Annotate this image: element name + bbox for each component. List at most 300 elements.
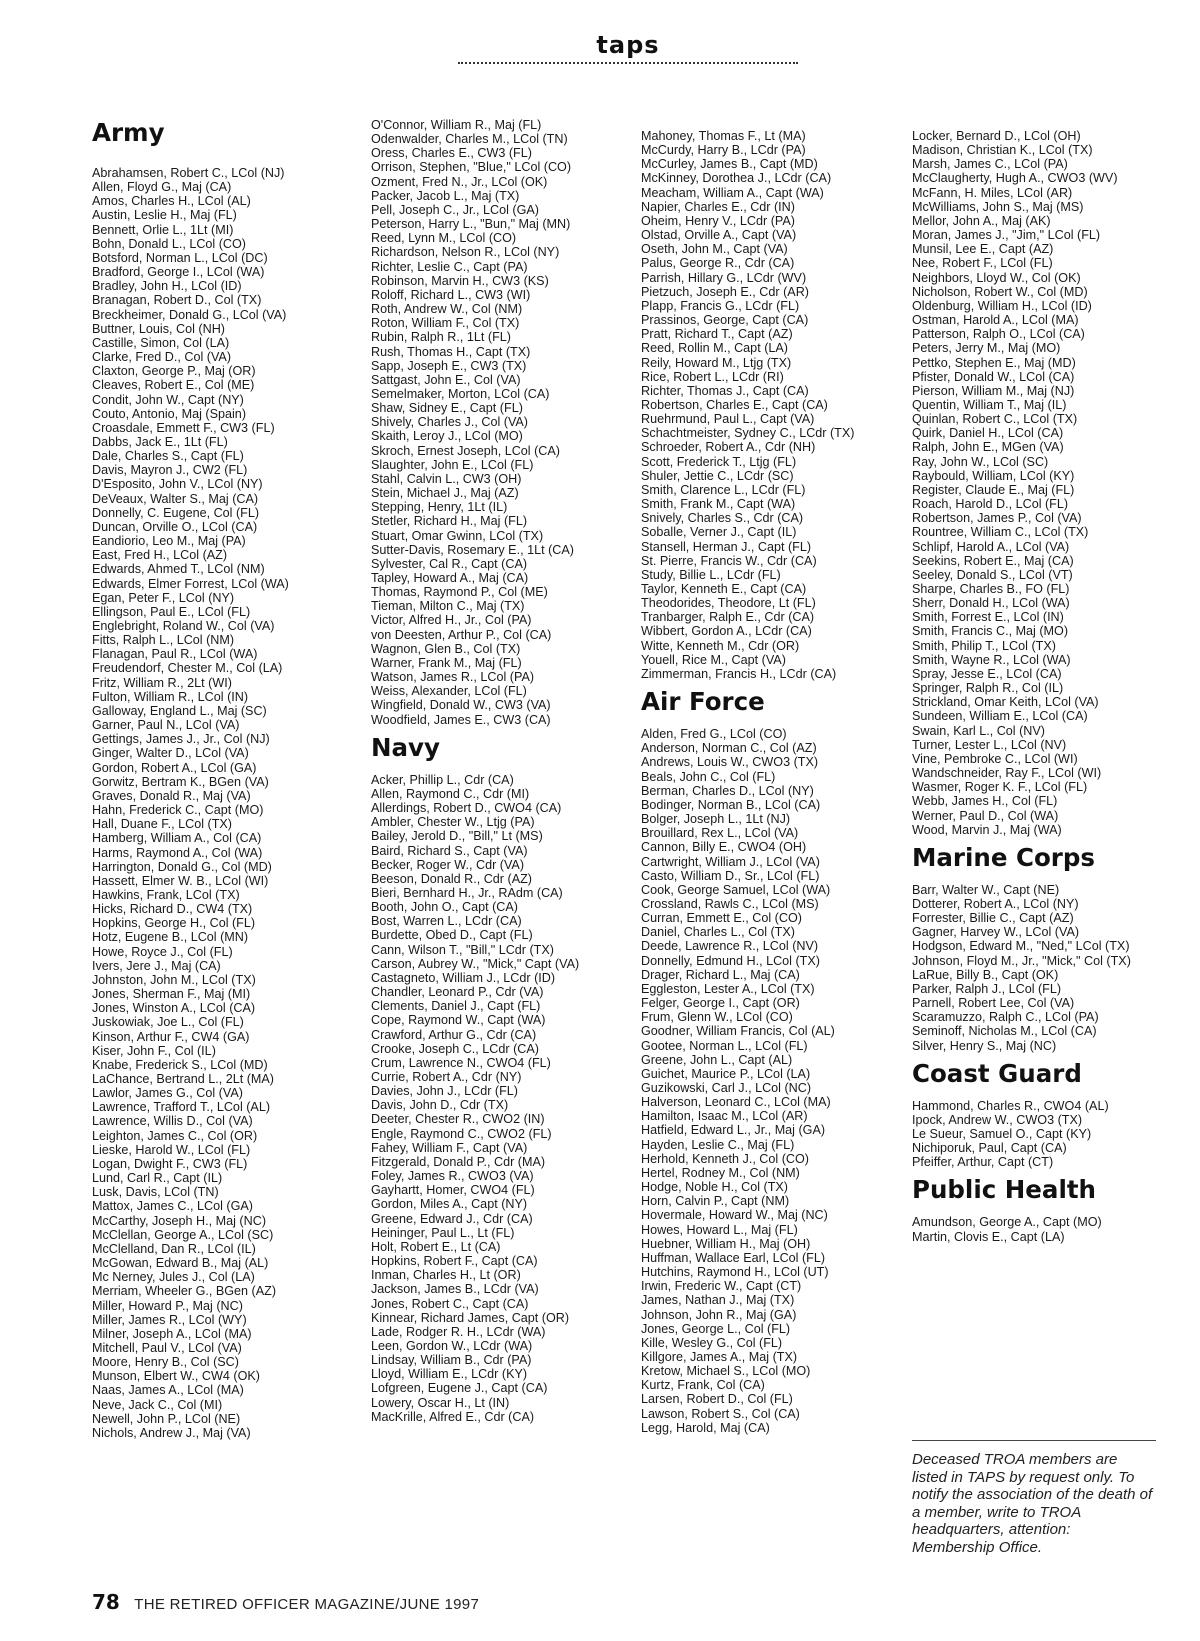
- list-item: Schroeder, Robert A., Cdr (NH): [641, 440, 816, 455]
- list-item: Werner, Paul D., Col (WA): [912, 808, 1059, 823]
- list-item: Kurtz, Frank, Col (CA): [641, 1378, 765, 1393]
- list-item: Napier, Charles E., Cdr (IN): [641, 199, 795, 214]
- list-item: Raybould, William, LCol (KY): [912, 468, 1075, 483]
- list-item: Strickland, Omar Keith, LCol (VA): [912, 695, 1099, 710]
- list-item: Mitchell, Paul V., LCol (VA): [92, 1340, 242, 1355]
- list-item: Dotterer, Robert A., LCol (NY): [912, 896, 1079, 911]
- list-item: Mc Nerney, Jules J., Col (LA): [92, 1270, 255, 1285]
- list-item: Allerdings, Robert D., CWO4 (CA): [371, 801, 562, 816]
- list-item: Crum, Lawrence N., CWO4 (FL): [371, 1055, 551, 1070]
- list-item: Roth, Andrew W., Col (NM): [371, 302, 523, 317]
- list-item: Ivers, Jere J., Maj (CA): [92, 958, 221, 973]
- list-item: Meacham, William A., Capt (WA): [641, 185, 824, 200]
- list-item: LaChance, Bertrand L., 2Lt (MA): [92, 1072, 275, 1086]
- section-title-navy: Navy: [371, 732, 440, 762]
- list-item: Sapp, Joseph E., CW3 (TX): [371, 358, 527, 373]
- list-item: Theodorides, Theodore, Lt (FL): [641, 596, 816, 611]
- list-item: Heininger, Paul L., Lt (FL): [371, 1225, 515, 1240]
- list-item: Study, Billie L., LCdr (FL): [641, 567, 781, 582]
- list-item: Dale, Charles S., Capt (FL): [92, 449, 244, 464]
- page-title: taps: [596, 31, 660, 59]
- name-list-army-continued: [371, 118, 629, 727]
- list-item: Hayden, Leslie C., Maj (FL): [641, 1137, 795, 1152]
- list-item: Reed, Lynn M., LCol (CO): [371, 231, 517, 246]
- list-item: Kretow, Michael S., LCol (MO): [641, 1364, 811, 1379]
- list-item: Rubin, Ralph R., 1Lt (FL): [371, 330, 511, 345]
- list-item: Martin, Clovis E., Capt (LA): [912, 1229, 1065, 1244]
- list-item: McCarthy, Joseph H., Maj (NC): [92, 1213, 267, 1228]
- list-item: Forrester, Billie C., Capt (AZ): [912, 911, 1074, 926]
- list-item: Eandiorio, Leo M., Maj (PA): [92, 534, 246, 549]
- list-item: Watson, James R., LCol (PA): [371, 670, 535, 685]
- list-item: Hutchins, Raymond H., LCol (UT): [641, 1265, 829, 1280]
- list-item: Wingfield, Donald W., CW3 (VA): [371, 698, 551, 713]
- list-item: Richter, Thomas J., Capt (CA): [641, 383, 809, 398]
- list-item: Stepping, Henry, 1Lt (IL): [371, 500, 508, 515]
- list-item: Johnson, John R., Maj (GA): [641, 1307, 797, 1322]
- list-item: Schachtmeister, Sydney C., LCdr (TX): [641, 426, 855, 441]
- list-item: Parker, Ralph J., LCol (FL): [912, 981, 1062, 996]
- list-item: Howe, Royce J., Col (FL): [92, 944, 233, 959]
- list-item: Bolger, Joseph L., 1Lt (NJ): [641, 812, 791, 827]
- list-item: Tranbarger, Ralph E., Cdr (CA): [641, 610, 815, 625]
- list-item: Robertson, James P., Col (VA): [912, 511, 1082, 526]
- list-item: Kinson, Arthur F., CW4 (GA): [92, 1029, 250, 1044]
- list-item: Rice, Robert L., LCdr (RI): [641, 369, 784, 384]
- list-item: Sherr, Donald H., LCol (WA): [912, 596, 1070, 611]
- section-navy: [371, 733, 629, 1424]
- list-item: Olstad, Orville A., Capt (VA): [641, 228, 797, 243]
- list-item: Beeson, Donald R., Cdr (AZ): [371, 871, 532, 886]
- list-item: Hopkins, George H., Col (FL): [92, 916, 256, 931]
- name-list-air-force-continued: [912, 129, 1174, 837]
- list-item: Gagner, Harvey W., LCol (VA): [912, 925, 1080, 940]
- list-item: Roloff, Richard L., CW3 (WI): [371, 287, 531, 302]
- list-item: Robinson, Marvin H., CW3 (KS): [371, 273, 549, 288]
- list-item: Croasdale, Emmett F., CW3 (FL): [92, 420, 275, 435]
- list-item: Peterson, Harry L., "Bun," Maj (MN): [371, 217, 571, 232]
- list-item: Tieman, Milton C., Maj (TX): [371, 599, 525, 614]
- list-item: Fritz, William R., 2Lt (WI): [92, 675, 232, 690]
- list-item: Miller, Howard P., Maj (NC): [92, 1298, 243, 1313]
- list-item: Prassinos, George, Capt (CA): [641, 313, 809, 328]
- list-item: Egan, Peter F., LCol (NY): [92, 590, 235, 605]
- name-list-air-force: [641, 727, 901, 1435]
- list-item: D'Esposito, John V., LCol (NY): [92, 477, 263, 492]
- list-item: Schlipf, Harold A., LCol (VA): [912, 539, 1070, 554]
- list-item: Burdette, Obed D., Capt (FL): [371, 928, 533, 943]
- list-item: Jones, Winston A., LCol (CA): [92, 1001, 256, 1016]
- list-item: Neve, Jack C., Col (MI): [92, 1397, 223, 1412]
- list-item: Goodner, William Francis, Col (AL): [641, 1024, 835, 1039]
- list-item: O'Connor, William R., Maj (FL): [371, 118, 542, 132]
- list-item: Breckheimer, Donald G., LCol (VA): [92, 307, 287, 322]
- list-item: Bohn, Donald L., LCol (CO): [92, 236, 246, 251]
- membership-note: Deceased TROA members are listed in TAPS by request only. To notify the association of the death of a member, write to TROA headquarters, attention: Membership Office.: [912, 1440, 1156, 1556]
- list-item: Plapp, Francis G., LCdr (FL): [641, 298, 800, 313]
- list-item: Bieri, Bernhard H., Jr., RAdm (CA): [371, 885, 563, 900]
- list-item: Locker, Bernard D., LCol (OH): [912, 129, 1081, 143]
- list-item: Barr, Walter W., Capt (NE): [912, 882, 1060, 897]
- list-item: Pfeiffer, Arthur, Capt (CT): [912, 1155, 1054, 1170]
- list-item: Lofgreen, Eugene J., Capt (CA): [371, 1381, 548, 1396]
- list-item: Thomas, Raymond P., Col (ME): [371, 585, 548, 600]
- list-item: Silver, Henry S., Maj (NC): [912, 1038, 1057, 1053]
- list-item: Victor, Alfred H., Jr., Col (PA): [371, 613, 532, 628]
- list-item: Jackson, James B., LCdr (VA): [371, 1282, 539, 1297]
- list-item: Lawson, Robert S., Col (CA): [641, 1406, 800, 1421]
- list-item: Parnell, Robert Lee, Col (VA): [912, 996, 1075, 1011]
- list-item: von Deesten, Arthur P., Col (CA): [371, 627, 552, 642]
- list-item: Austin, Leslie H., Maj (FL): [92, 208, 237, 223]
- list-item: Mahoney, Thomas F., Lt (MA): [641, 129, 806, 143]
- list-item: Nichols, Andrew J., Maj (VA): [92, 1425, 251, 1440]
- list-item: Lowery, Oscar H., Lt (IN): [371, 1395, 510, 1410]
- list-item: Couto, Antonio, Maj (Spain): [92, 406, 247, 421]
- list-item: Kinnear, Richard James, Capt (OR): [371, 1310, 570, 1325]
- list-item: Davis, John D., Cdr (TX): [371, 1098, 509, 1113]
- list-item: Shuler, Jettie C., LCdr (SC): [641, 468, 794, 483]
- list-item: Casto, William D., Sr., LCol (FL): [641, 868, 820, 883]
- list-item: Baird, Richard S., Capt (VA): [371, 843, 528, 858]
- list-item: Botsford, Norman L., LCol (DC): [92, 250, 268, 265]
- list-item: Greene, John L., Capt (AL): [641, 1052, 793, 1067]
- list-item: Hicks, Richard D., CW4 (TX): [92, 902, 253, 917]
- list-item: Jones, Sherman F., Maj (MI): [92, 987, 251, 1002]
- list-item: McClellan, George A., LCol (SC): [92, 1227, 274, 1242]
- column-1: [92, 118, 342, 1440]
- list-item: Edwards, Elmer Forrest, LCol (WA): [92, 576, 289, 591]
- list-item: Reed, Rollin M., Capt (LA): [641, 341, 788, 356]
- list-item: Clarke, Fred D., Col (VA): [92, 350, 232, 365]
- list-item: Huebner, William H., Maj (OH): [641, 1236, 811, 1251]
- list-item: Smith, Clarence L., LCdr (FL): [641, 482, 806, 497]
- list-item: Engle, Raymond C., CWO2 (FL): [371, 1126, 552, 1141]
- list-item: Reily, Howard M., Ltjg (TX): [641, 355, 792, 370]
- list-item: Claxton, George P., Maj (OR): [92, 364, 256, 379]
- list-item: Cannon, Billy E., CWO4 (OH): [641, 840, 807, 855]
- list-item: Guzikowski, Carl J., LCol (NC): [641, 1081, 812, 1095]
- list-item: Amundson, George A., Capt (MO): [912, 1215, 1102, 1230]
- list-item: Richter, Leslie C., Capt (PA): [371, 259, 528, 274]
- list-item: MacKrille, Alfred E., Cdr (CA): [371, 1409, 535, 1424]
- list-item: Le Sueur, Samuel O., Capt (KY): [912, 1127, 1092, 1141]
- list-item: Seminoff, Nicholas M., LCol (CA): [912, 1024, 1097, 1039]
- list-item: Lund, Carl R., Capt (IL): [92, 1171, 223, 1186]
- list-item: Booth, John O., Capt (CA): [371, 900, 518, 915]
- list-item: Stuart, Omar Gwinn, LCol (TX): [371, 528, 544, 543]
- list-item: Chandler, Leonard P., Cdr (VA): [371, 985, 544, 1000]
- list-item: Herhold, Kenneth J., Col (CO): [641, 1151, 809, 1166]
- list-item: Hatfield, Edward L., Jr., Maj (GA): [641, 1123, 826, 1138]
- list-item: Smith, Francis C., Maj (MO): [912, 624, 1069, 639]
- list-item: Amos, Charles H., LCol (AL): [92, 194, 251, 209]
- list-item: Ralph, John E., MGen (VA): [912, 440, 1064, 455]
- list-item: Fahey, William F., Capt (VA): [371, 1140, 528, 1155]
- list-item: Swain, Karl L., Col (NV): [912, 723, 1045, 738]
- list-item: Quirk, Daniel H., LCol (CA): [912, 426, 1064, 441]
- list-item: Crawford, Arthur G., Cdr (CA): [371, 1027, 537, 1042]
- list-item: Harms, Raymond A., Col (WA): [92, 845, 263, 860]
- list-item: Flanagan, Paul R., LCol (WA): [92, 647, 258, 662]
- list-item: Lawlor, James G., Col (VA): [92, 1086, 243, 1101]
- list-item: Madison, Christian K., LCol (TX): [912, 143, 1093, 158]
- list-item: Oress, Charles E., CW3 (FL): [371, 146, 532, 161]
- list-item: Stein, Michael J., Maj (AZ): [371, 486, 519, 501]
- list-item: Witte, Kenneth M., Cdr (OR): [641, 638, 800, 653]
- list-item: Greene, Edward J., Cdr (CA): [371, 1211, 533, 1226]
- list-item: Becker, Roger W., Cdr (VA): [371, 857, 525, 872]
- list-item: Berman, Charles D., LCol (NY): [641, 783, 814, 798]
- list-item: East, Fred H., LCol (AZ): [92, 548, 228, 563]
- header-rule: [458, 62, 798, 64]
- list-item: Donnelly, C. Eugene, Col (FL): [92, 505, 260, 520]
- list-item: Rush, Thomas H., Capt (TX): [371, 344, 531, 359]
- list-item: Lusk, Davis, LCol (TN): [92, 1185, 219, 1200]
- list-item: St. Pierre, Francis W., Cdr (CA): [641, 553, 817, 568]
- section-coast-guard: [912, 1059, 1174, 1170]
- list-item: Davies, John J., LCdr (FL): [371, 1084, 518, 1099]
- name-list-coast-guard: [912, 1099, 1174, 1170]
- list-item: Gordon, Robert A., LCol (GA): [92, 760, 257, 775]
- list-item: Anderson, Norman C., Col (AZ): [641, 741, 817, 756]
- list-item: Smith, Philip T., LCol (TX): [912, 638, 1056, 653]
- section-title-army: Army: [92, 118, 165, 147]
- list-item: Condit, John W., Capt (NY): [92, 392, 244, 407]
- list-item: Wibbert, Gordon A., LCdr (CA): [641, 624, 812, 639]
- list-item: McCurley, James B., Capt (MD): [641, 157, 818, 172]
- list-item: Quinlan, Robert C., LCol (TX): [912, 412, 1078, 427]
- list-item: Gordon, Miles A., Capt (NY): [371, 1197, 528, 1212]
- list-item: Wood, Marvin J., Maj (WA): [912, 822, 1062, 837]
- name-list-marine-corps: [912, 883, 1174, 1053]
- list-item: Patterson, Ralph O., LCol (CA): [912, 327, 1085, 342]
- list-item: Hovermale, Howard W., Maj (NC): [641, 1208, 828, 1223]
- list-item: Buttner, Louis, Col (NH): [92, 321, 225, 336]
- list-item: Newell, John P., LCol (NE): [92, 1411, 241, 1426]
- list-item: Neighbors, Lloyd W., Col (OK): [912, 270, 1081, 285]
- list-item: Munsil, Lee E., Capt (AZ): [912, 242, 1054, 257]
- list-item: Zimmerman, Francis H., LCdr (CA): [641, 666, 837, 681]
- list-item: Pierson, William M., Maj (NJ): [912, 383, 1075, 398]
- list-item: Leen, Gordon W., LCdr (WA): [371, 1338, 533, 1353]
- list-item: Ellingson, Paul E., LCol (FL): [92, 604, 251, 619]
- list-item: Odenwalder, Charles M., LCol (TN): [371, 132, 568, 147]
- list-item: Johnson, Floyd M., Jr., "Mick," Col (TX): [912, 953, 1131, 968]
- list-item: DeVeaux, Walter S., Maj (CA): [92, 491, 259, 506]
- column-3: [641, 129, 901, 1435]
- list-item: Felger, George I., Capt (OR): [641, 996, 800, 1011]
- list-item: Gootee, Norman L., LCol (FL): [641, 1038, 808, 1053]
- list-item: Pell, Joseph C., Jr., LCol (GA): [371, 202, 539, 217]
- list-item: Branagan, Robert D., Col (TX): [92, 293, 262, 308]
- list-item: Cope, Raymond W., Capt (WA): [371, 1013, 546, 1028]
- page-number: 78: [92, 1590, 120, 1614]
- list-item: Tapley, Howard A., Maj (CA): [371, 571, 529, 585]
- list-item: Soballe, Verner J., Capt (IL): [641, 525, 797, 540]
- list-item: Sutter-Davis, Rosemary E., 1Lt (CA): [371, 542, 574, 557]
- list-item: Ray, John W., LCol (SC): [912, 454, 1049, 469]
- list-item: Skroch, Ernest Joseph, LCol (CA): [371, 443, 560, 458]
- list-item: Cartwright, William J., LCol (VA): [641, 854, 820, 869]
- list-item: Freudendorf, Chester M., Col (LA): [92, 661, 283, 676]
- list-item: Shaw, Sidney E., Capt (FL): [371, 401, 523, 416]
- list-item: Brouillard, Rex L., LCol (VA): [641, 826, 799, 841]
- list-item: Howes, Howard L., Maj (FL): [641, 1222, 798, 1237]
- list-item: Milner, Joseph A., LCol (MA): [92, 1326, 252, 1341]
- list-item: Beals, John C., Col (FL): [641, 769, 776, 784]
- list-item: Garner, Paul N., LCol (VA): [92, 718, 240, 733]
- list-item: Horn, Calvin P., Capt (NM): [641, 1194, 790, 1209]
- list-item: Marsh, James C., LCol (PA): [912, 157, 1068, 172]
- list-item: Roton, William F., Col (TX): [371, 316, 520, 331]
- list-item: Duncan, Orville O., LCol (CA): [92, 519, 258, 534]
- list-item: Graves, Donald R., Maj (VA): [92, 788, 251, 803]
- list-item: Pettko, Stephen E., Maj (MD): [912, 355, 1076, 370]
- list-item: Ruehrmund, Paul L., Capt (VA): [641, 412, 815, 427]
- list-item: Shively, Charles J., Col (VA): [371, 415, 528, 430]
- list-item: Wasmer, Roger K. F., LCol (FL): [912, 780, 1088, 795]
- list-item: Dabbs, Jack E., 1Lt (FL): [92, 434, 228, 449]
- list-item: Hamilton, Isaac M., LCol (AR): [641, 1109, 808, 1124]
- list-item: Pfister, Donald W., LCol (CA): [912, 369, 1075, 384]
- list-item: Nichiporuk, Paul, Capt (CA): [912, 1141, 1067, 1156]
- list-item: McClelland, Dan R., LCol (IL): [92, 1241, 256, 1256]
- list-item: Hall, Duane F., LCol (TX): [92, 817, 232, 832]
- list-item: Merriam, Wheeler G., BGen (AZ): [92, 1284, 277, 1299]
- list-item: Crossland, Rawls C., LCol (MS): [641, 896, 819, 911]
- list-item: Miller, James R., LCol (WY): [92, 1312, 247, 1327]
- section-title-coast-guard: Coast Guard: [912, 1058, 1082, 1088]
- list-item: LaRue, Billy B., Capt (OK): [912, 967, 1059, 982]
- list-item: Fitzgerald, Donald P., Cdr (MA): [371, 1154, 546, 1169]
- list-item: Hodge, Noble H., Col (TX): [641, 1180, 788, 1195]
- list-item: Woodfield, James E., CW3 (CA): [371, 712, 551, 727]
- list-item: Acker, Phillip L., Cdr (CA): [371, 772, 514, 787]
- list-item: Ginger, Walter D., LCol (VA): [92, 746, 249, 761]
- list-item: Deeter, Chester R., CWO2 (IN): [371, 1112, 545, 1127]
- list-item: Hotz, Eugene B., LCol (MN): [92, 930, 249, 945]
- list-item: Packer, Jacob L., Maj (TX): [371, 188, 520, 203]
- list-item: Alden, Fred G., LCol (CO): [641, 727, 787, 742]
- list-item: Larsen, Robert D., Col (FL): [641, 1392, 793, 1407]
- list-item: Nee, Robert F., LCol (FL): [912, 256, 1053, 271]
- list-item: Parrish, Hillary G., LCdr (WV): [641, 270, 807, 285]
- list-item: Deede, Lawrence R., LCol (NV): [641, 939, 819, 954]
- list-item: Kiser, John F., Col (IL): [92, 1043, 216, 1058]
- list-item: Huffman, Wallace Earl, LCol (FL): [641, 1250, 826, 1265]
- list-item: Wandschneider, Ray F., LCol (WI): [912, 766, 1102, 781]
- list-item: Bailey, Jerold D., "Bill," Lt (MS): [371, 829, 543, 844]
- list-item: Allen, Raymond C., Cdr (MI): [371, 786, 530, 801]
- list-item: Skaith, Leroy J., LCol (MO): [371, 429, 523, 444]
- list-item: Vine, Pembroke C., LCol (WI): [912, 751, 1078, 766]
- list-item: Hertel, Rodney M., Col (NM): [641, 1165, 800, 1180]
- list-item: Wagnon, Glen B., Col (TX): [371, 641, 521, 656]
- section-title-public-health: Public Health: [912, 1175, 1096, 1205]
- list-item: Hopkins, Robert F., Capt (CA): [371, 1254, 538, 1269]
- list-item: Logan, Dwight F., CW3 (FL): [92, 1156, 248, 1171]
- section-marine-corps: [912, 843, 1174, 1053]
- list-item: Smith, Wayne R., LCol (WA): [912, 652, 1071, 667]
- list-item: Frum, Glenn W., LCol (CO): [641, 1010, 793, 1025]
- list-item: Curran, Emmett E., Col (CO): [641, 911, 802, 926]
- list-item: Sattgast, John E., Col (VA): [371, 372, 521, 387]
- list-item: Inman, Charles H., Lt (OR): [371, 1268, 521, 1283]
- list-item: Scott, Frederick T., Ltjg (FL): [641, 454, 797, 469]
- list-item: Irwin, Frederic W., Capt (CT): [641, 1279, 802, 1294]
- list-item: Abrahamsen, Robert C., LCol (NJ): [92, 166, 285, 180]
- list-item: Scaramuzzo, Ralph C., LCol (PA): [912, 1010, 1099, 1025]
- publication-line: THE RETIRED OFFICER MAGAZINE/JUNE 1997: [134, 1596, 480, 1613]
- list-item: Robertson, Charles E., Capt (CA): [641, 397, 828, 412]
- list-item: Davis, Mayron J., CW2 (FL): [92, 463, 248, 478]
- name-list-army: [92, 166, 342, 1440]
- section-title-air-force: Air Force: [641, 687, 765, 717]
- list-item: Clements, Daniel J., Capt (FL): [371, 999, 541, 1014]
- list-item: Turner, Lester L., LCol (NV): [912, 737, 1067, 752]
- list-item: Oldenburg, William H., LCol (ID): [912, 298, 1092, 313]
- list-item: Kille, Wesley G., Col (FL): [641, 1335, 783, 1350]
- list-item: Englebright, Roland W., Col (VA): [92, 619, 275, 633]
- list-item: Fulton, William R., LCol (IN): [92, 689, 249, 704]
- list-item: Mellor, John A., Maj (AK): [912, 213, 1051, 228]
- list-item: Eggleston, Lester A., LCol (TX): [641, 981, 815, 996]
- section-public-health: [912, 1175, 1174, 1243]
- list-item: Foley, James R., CWO3 (VA): [371, 1169, 534, 1184]
- list-item: Gettings, James J., Jr., Col (NJ): [92, 732, 270, 747]
- list-item: Crooke, Joseph C., LCdr (CA): [371, 1041, 539, 1056]
- list-item: Warner, Frank M., Maj (FL): [371, 655, 522, 670]
- list-item: Edwards, Ahmed T., LCol (NM): [92, 562, 265, 577]
- list-item: Ambler, Chester W., Ltjg (PA): [371, 815, 535, 830]
- list-item: Stansell, Herman J., Capt (FL): [641, 539, 812, 554]
- list-item: Castagneto, William J., LCdr (ID): [371, 970, 556, 985]
- list-item: Moran, James J., "Jim," LCol (FL): [912, 228, 1101, 243]
- list-item: Quentin, William T., Maj (IL): [912, 397, 1067, 412]
- list-item: Fitts, Ralph L., LCol (NM): [92, 633, 235, 648]
- list-item: Hamberg, William A., Col (CA): [92, 831, 262, 846]
- list-item: Oseth, John M., Capt (VA): [641, 242, 788, 257]
- list-item: Seeley, Donald S., LCol (VT): [912, 567, 1073, 582]
- list-item: Lawrence, Willis D., Col (VA): [92, 1114, 253, 1129]
- list-item: McFann, H. Miles, LCol (AR): [912, 185, 1073, 200]
- list-item: Naas, James A., LCol (MA): [92, 1383, 244, 1398]
- list-item: Galloway, England L., Maj (SC): [92, 703, 267, 718]
- list-item: Knabe, Frederick S., LCol (MD): [92, 1057, 268, 1072]
- list-item: Johnston, John M., LCol (TX): [92, 972, 256, 987]
- list-item: Lloyd, William E., LCdr (KY): [371, 1367, 528, 1382]
- list-item: Guichet, Maurice P., LCol (LA): [641, 1066, 811, 1081]
- list-item: Hassett, Elmer W. B., LCol (WI): [92, 873, 269, 888]
- list-item: Cleaves, Robert E., Col (ME): [92, 378, 255, 393]
- list-item: Drager, Richard L., Maj (CA): [641, 967, 800, 982]
- list-item: Smith, Forrest E., LCol (IN): [912, 610, 1064, 625]
- list-item: Seekins, Robert E., Maj (CA): [912, 553, 1074, 568]
- name-list-navy: [371, 773, 629, 1424]
- list-item: McClaugherty, Hugh A., CWO3 (WV): [912, 171, 1118, 186]
- list-item: Holt, Robert E., Lt (CA): [371, 1239, 501, 1254]
- list-item: Weiss, Alexander, LCol (FL): [371, 684, 527, 699]
- list-item: Lindsay, William B., Cdr (PA): [371, 1353, 532, 1368]
- list-item: James, Nathan J., Maj (TX): [641, 1293, 795, 1308]
- list-item: Leighton, James C., Col (OR): [92, 1128, 258, 1143]
- list-item: Carson, Aubrey W., "Mick," Capt (VA): [371, 956, 580, 971]
- list-item: McGowan, Edward B., Maj (AL): [92, 1256, 269, 1271]
- list-item: Castille, Simon, Col (LA): [92, 335, 230, 350]
- list-item: Springer, Ralph R., Col (IL): [912, 681, 1064, 696]
- list-item: Smith, Frank M., Capt (WA): [641, 497, 796, 512]
